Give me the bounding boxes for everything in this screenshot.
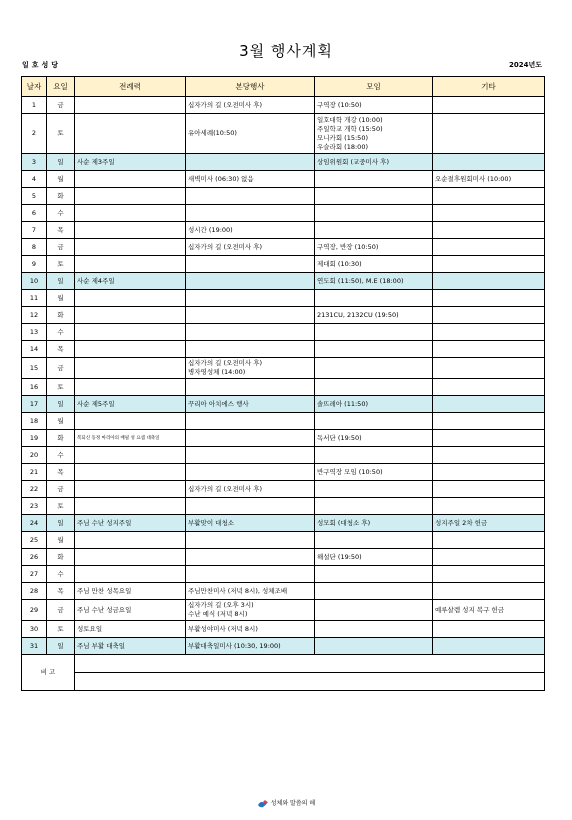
other-cell: [433, 464, 545, 481]
schedule-row: [22, 498, 545, 515]
liturgy-cell: [75, 188, 186, 205]
parish-event-cell: [186, 447, 315, 464]
weekday-cell: 월: [47, 413, 75, 430]
day-cell: 1: [22, 97, 47, 114]
weekday-cell: 화: [47, 549, 75, 566]
parish-event-cell: [186, 188, 315, 205]
day-cell: 4: [22, 171, 47, 188]
liturgy-cell: [75, 222, 186, 239]
day-cell: 9: [22, 256, 47, 273]
other-cell: [433, 307, 545, 324]
weekday-cell: 목: [47, 341, 75, 358]
parish-event-cell: 새벽미사 (06:30) 없음: [186, 171, 315, 188]
other-cell: [433, 379, 545, 396]
parish-event-cell: 부활맞이 대청소: [186, 515, 315, 532]
weekday-cell: 토: [47, 498, 75, 515]
day-cell: 18: [22, 413, 47, 430]
liturgy-cell: [75, 358, 186, 379]
other-cell: [433, 638, 545, 655]
day-cell: 24: [22, 515, 47, 532]
meeting-cell: [315, 600, 433, 621]
parish-event-cell: 십자가의 길 (오전미사 후): [186, 481, 315, 498]
header-weekday: 요일: [47, 77, 75, 97]
parish-event-cell: 꾸리아 아치에스 행사: [186, 396, 315, 413]
page-title: 3월 행사계획: [239, 42, 333, 60]
schedule-row: [22, 464, 545, 481]
parish-event-cell: [186, 379, 315, 396]
other-cell: 오순절후원회미사 (10:00): [433, 171, 545, 188]
day-cell: 7: [22, 222, 47, 239]
other-cell: 성지주일 2차 헌금: [433, 515, 545, 532]
parish-event-cell: [186, 307, 315, 324]
day-cell: 21: [22, 464, 47, 481]
liturgy-cell: [75, 307, 186, 324]
meeting-cell: [315, 205, 433, 222]
weekday-cell: 일: [47, 396, 75, 413]
other-cell: 예루살렘 성지 복구 헌금: [433, 600, 545, 621]
other-cell: [433, 481, 545, 498]
meeting-cell: 성모회 (대청소 후): [315, 515, 433, 532]
weekday-cell: 목: [47, 583, 75, 600]
weekday-cell: 일: [47, 515, 75, 532]
header-parish-event: 본당행사: [186, 77, 315, 97]
parish-event-cell: [186, 273, 315, 290]
schedule-row: [22, 188, 545, 205]
other-cell: [433, 222, 545, 239]
header-meeting: 모임: [315, 77, 433, 97]
meeting-cell: [315, 532, 433, 549]
parish-event-cell: 십자가의 길 (오후 3시) 수난 예식 (저녁 8시): [186, 600, 315, 621]
schedule-row: [22, 307, 545, 324]
weekday-cell: 토: [47, 256, 75, 273]
year-label: 2024년도: [508, 61, 542, 69]
remarks-cell: [75, 673, 545, 691]
parish-event-cell: [186, 430, 315, 447]
schedule-row: [22, 430, 545, 447]
remarks-label: 비 고: [22, 655, 75, 691]
meeting-cell: [315, 222, 433, 239]
schedule-row: [22, 97, 545, 114]
liturgy-cell: [75, 532, 186, 549]
liturgy-cell: [75, 205, 186, 222]
parish-event-cell: [186, 549, 315, 566]
parish-event-cell: 부활성야미사 (저녁 8시): [186, 621, 315, 638]
day-cell: 3: [22, 154, 47, 171]
other-cell: [433, 290, 545, 307]
other-cell: [433, 621, 545, 638]
day-cell: 14: [22, 341, 47, 358]
remarks-cell: [75, 655, 545, 673]
weekday-cell: 금: [47, 358, 75, 379]
liturgy-cell: [75, 97, 186, 114]
logo-icon: [257, 799, 269, 809]
weekday-cell: 수: [47, 566, 75, 583]
liturgy-cell: [75, 290, 186, 307]
other-cell: [433, 273, 545, 290]
remarks-row: [22, 655, 545, 673]
remarks-row: [22, 673, 545, 691]
other-cell: [433, 154, 545, 171]
meeting-cell: [315, 171, 433, 188]
liturgy-cell: [75, 447, 186, 464]
parish-event-cell: [186, 324, 315, 341]
other-cell: [433, 583, 545, 600]
other-cell: [433, 358, 545, 379]
schedule-row: [22, 205, 545, 222]
liturgy-cell: 주님 만찬 성목요일: [75, 583, 186, 600]
parish-event-cell: [186, 566, 315, 583]
meeting-cell: [315, 413, 433, 430]
weekday-cell: 토: [47, 621, 75, 638]
schedule-row: [22, 358, 545, 379]
schedule-row: [22, 481, 545, 498]
schedule-row: [22, 566, 545, 583]
liturgy-cell: 사순 제3주일: [75, 154, 186, 171]
other-cell: [433, 256, 545, 273]
day-cell: 31: [22, 638, 47, 655]
meeting-cell: 구역장 (10:50): [315, 97, 433, 114]
weekday-cell: 금: [47, 600, 75, 621]
day-cell: 8: [22, 239, 47, 256]
day-cell: 22: [22, 481, 47, 498]
day-cell: 2: [22, 114, 47, 154]
weekday-cell: 화: [47, 430, 75, 447]
liturgy-cell: [75, 341, 186, 358]
meeting-cell: [315, 188, 433, 205]
liturgy-cell: 주님 부활 대축일: [75, 638, 186, 655]
day-cell: 19: [22, 430, 47, 447]
other-cell: [433, 430, 545, 447]
schedule-row: [22, 515, 545, 532]
schedule-row: [22, 290, 545, 307]
liturgy-cell: [75, 566, 186, 583]
meeting-cell: 연도회 (11:50), M.E (18:00): [315, 273, 433, 290]
parish-event-cell: [186, 532, 315, 549]
weekday-cell: 일: [47, 154, 75, 171]
meeting-cell: [315, 638, 433, 655]
weekday-cell: 화: [47, 188, 75, 205]
weekday-cell: 수: [47, 205, 75, 222]
schedule-row: [22, 222, 545, 239]
schedule-row: [22, 621, 545, 638]
day-cell: 12: [22, 307, 47, 324]
liturgy-cell: [75, 379, 186, 396]
schedule-row: [22, 171, 545, 188]
day-cell: 6: [22, 205, 47, 222]
schedule-row: [22, 413, 545, 430]
weekday-cell: 수: [47, 447, 75, 464]
other-cell: [433, 324, 545, 341]
meeting-cell: [315, 481, 433, 498]
parish-event-cell: 십자가의 길 (오전미사 후) 병자영성체 (14:00): [186, 358, 315, 379]
liturgy-cell: 주님 수난 성금요일: [75, 600, 186, 621]
parish-event-cell: 유아세례(10:50): [186, 114, 315, 154]
header-liturgy: 전례력: [75, 77, 186, 97]
schedule-row: [22, 600, 545, 621]
day-cell: 17: [22, 396, 47, 413]
liturgy-cell: [75, 324, 186, 341]
footer: [0, 798, 572, 809]
meeting-cell: 독서단 (19:50): [315, 430, 433, 447]
schedule-row: [22, 239, 545, 256]
header-other: 기타: [433, 77, 545, 97]
schedule-row: [22, 549, 545, 566]
liturgy-cell: [75, 464, 186, 481]
schedule-row: [22, 341, 545, 358]
meeting-cell: [315, 379, 433, 396]
liturgy-cell: [75, 413, 186, 430]
schedule-table: [21, 76, 545, 691]
meeting-cell: [315, 358, 433, 379]
schedule-row: [22, 324, 545, 341]
meeting-cell: 제대회 (10:30): [315, 256, 433, 273]
meeting-cell: [315, 447, 433, 464]
header-date: 날자: [22, 77, 47, 97]
parish-name: 일호성당: [22, 61, 62, 69]
other-cell: [433, 97, 545, 114]
day-cell: 26: [22, 549, 47, 566]
meeting-cell: [315, 290, 433, 307]
weekday-cell: 금: [47, 239, 75, 256]
day-cell: 10: [22, 273, 47, 290]
other-cell: [433, 447, 545, 464]
day-cell: 13: [22, 324, 47, 341]
liturgy-cell: [75, 114, 186, 154]
parish-event-cell: 성시간 (19:00): [186, 222, 315, 239]
parish-event-cell: [186, 498, 315, 515]
header-row: [22, 77, 545, 97]
weekday-cell: 토: [47, 114, 75, 154]
schedule-row: [22, 447, 545, 464]
other-cell: [433, 549, 545, 566]
other-cell: [433, 396, 545, 413]
schedule-row: [22, 154, 545, 171]
liturgy-cell: 복되신 동정 마리아의 배필 성 요셉 대축일: [75, 430, 186, 447]
day-cell: 29: [22, 600, 47, 621]
meeting-cell: [315, 341, 433, 358]
parish-event-cell: [186, 205, 315, 222]
liturgy-cell: [75, 256, 186, 273]
meeting-cell: [315, 583, 433, 600]
weekday-cell: 일: [47, 273, 75, 290]
meeting-cell: [315, 621, 433, 638]
day-cell: 27: [22, 566, 47, 583]
meeting-cell: [315, 324, 433, 341]
weekday-cell: 목: [47, 222, 75, 239]
liturgy-cell: [75, 171, 186, 188]
parish-event-cell: 부활대축일미사 (10:30, 19:00): [186, 638, 315, 655]
schedule-row: [22, 396, 545, 413]
weekday-cell: 금: [47, 97, 75, 114]
parish-event-cell: [186, 256, 315, 273]
weekday-cell: 월: [47, 171, 75, 188]
liturgy-cell: [75, 239, 186, 256]
day-cell: 20: [22, 447, 47, 464]
schedule-row: [22, 638, 545, 655]
liturgy-cell: 주님 수난 성지주일: [75, 515, 186, 532]
parish-event-cell: [186, 464, 315, 481]
liturgy-cell: 사순 제4주일: [75, 273, 186, 290]
day-cell: 25: [22, 532, 47, 549]
parish-event-cell: [186, 154, 315, 171]
other-cell: [433, 532, 545, 549]
meeting-cell: [315, 566, 433, 583]
other-cell: [433, 188, 545, 205]
weekday-cell: 화: [47, 307, 75, 324]
day-cell: 5: [22, 188, 47, 205]
parish-event-cell: [186, 341, 315, 358]
weekday-cell: 목: [47, 464, 75, 481]
other-cell: [433, 341, 545, 358]
other-cell: [433, 498, 545, 515]
liturgy-cell: [75, 549, 186, 566]
meeting-cell: 반구역장 모임 (10:50): [315, 464, 433, 481]
parish-event-cell: 주님만찬미사 (저녁 8시), 성체조배: [186, 583, 315, 600]
footer-text: 성체와 말씀의 해: [270, 800, 316, 807]
liturgy-cell: 사순 제5주일: [75, 396, 186, 413]
other-cell: [433, 205, 545, 222]
day-cell: 11: [22, 290, 47, 307]
schedule-row: [22, 114, 545, 154]
weekday-cell: 월: [47, 532, 75, 549]
parish-event-cell: [186, 413, 315, 430]
schedule-row: [22, 379, 545, 396]
weekday-cell: 수: [47, 324, 75, 341]
parish-event-cell: [186, 290, 315, 307]
schedule-row: [22, 256, 545, 273]
other-cell: [433, 114, 545, 154]
liturgy-cell: 성토요일: [75, 621, 186, 638]
other-cell: [433, 239, 545, 256]
schedule-row: [22, 273, 545, 290]
day-cell: 15: [22, 358, 47, 379]
weekday-cell: 토: [47, 379, 75, 396]
parish-event-cell: 십자가의 길 (오전미사 후): [186, 97, 315, 114]
day-cell: 16: [22, 379, 47, 396]
day-cell: 30: [22, 621, 47, 638]
liturgy-cell: [75, 481, 186, 498]
meeting-cell: 해설단 (19:50): [315, 549, 433, 566]
weekday-cell: 금: [47, 481, 75, 498]
weekday-cell: 일: [47, 638, 75, 655]
parish-event-cell: 십자가의 길 (오전미사 후): [186, 239, 315, 256]
meeting-cell: 구역장, 반장 (10:50): [315, 239, 433, 256]
meeting-cell: 2131CU, 2132CU (19:50): [315, 307, 433, 324]
schedule-row: [22, 583, 545, 600]
meeting-cell: 솔뜨레아 (11:50): [315, 396, 433, 413]
other-cell: [433, 566, 545, 583]
meeting-cell: 일호대학 개강 (10:00) 주일학교 개학 (15:50) 모니카회 (15:50) 우슬라회 (18:00): [315, 114, 433, 154]
meeting-cell: 상임위원회 (교중미사 후): [315, 154, 433, 171]
other-cell: [433, 413, 545, 430]
liturgy-cell: [75, 498, 186, 515]
weekday-cell: 월: [47, 290, 75, 307]
schedule-row: [22, 532, 545, 549]
day-cell: 23: [22, 498, 47, 515]
day-cell: 28: [22, 583, 47, 600]
meeting-cell: [315, 498, 433, 515]
